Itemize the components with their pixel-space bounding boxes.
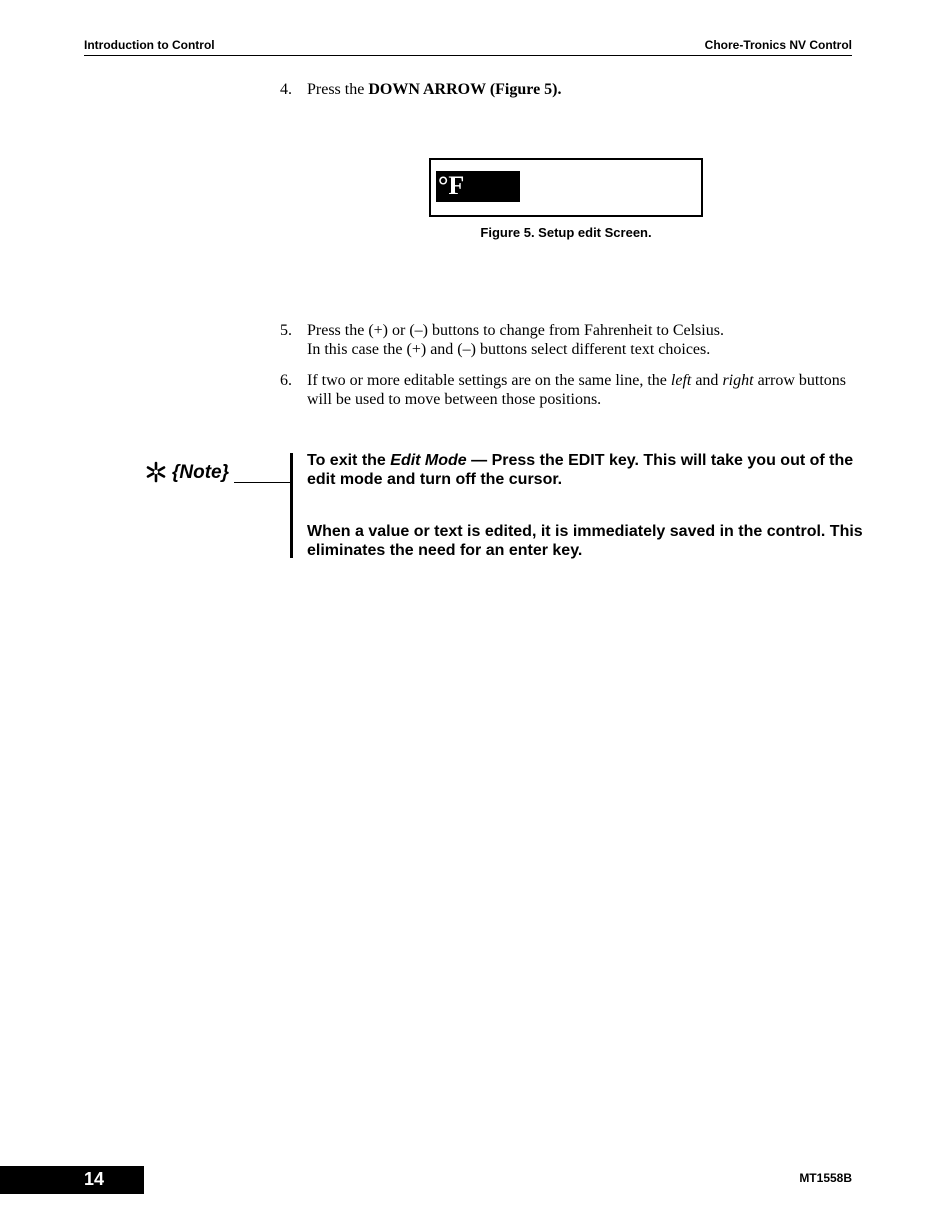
step-text: If two or more editable settings are on the same line, the left and right arrow buttons will be used to move between those positions. bbox=[307, 372, 846, 408]
running-header-right: Chore-Tronics NV Control bbox=[704, 38, 852, 52]
running-header-left: Introduction to Control bbox=[84, 38, 215, 52]
asterisk-icon bbox=[145, 461, 167, 483]
step-text: Press the (+) or (–) buttons to change from Fahrenheit to Celsius. In this case the (+) and (–) buttons select different text choices. bbox=[307, 322, 724, 358]
document-id: MT1558B bbox=[799, 1171, 852, 1185]
step-number: 6. bbox=[280, 372, 292, 389]
note-margin-bar bbox=[290, 453, 293, 558]
step-number: 4. bbox=[280, 81, 292, 98]
figure-caption: Figure 5. Setup edit Screen. bbox=[480, 225, 652, 240]
note-connector-line bbox=[234, 482, 291, 483]
note-label: {Note} bbox=[172, 462, 230, 483]
header-rule bbox=[84, 55, 852, 56]
note-paragraph-exit: To exit the Edit Mode — Press the EDIT key. This will take you out of the edit mode and turn off the cursor. bbox=[307, 452, 854, 488]
page-number-box bbox=[0, 1166, 144, 1194]
note-paragraph-saved: When a value or text is edited, it is immediately saved in the control. This eliminates the need for an enter key. bbox=[307, 523, 863, 559]
step-text: Press the DOWN ARROW (Figure 5). bbox=[307, 81, 562, 98]
page-number: 14 bbox=[83, 1169, 105, 1189]
step-emphasis: DOWN ARROW (Figure 5). bbox=[368, 81, 562, 98]
lcd-cursor-highlight bbox=[436, 171, 520, 202]
lcd-unit-text: °F bbox=[438, 171, 465, 200]
lcd-display-figure bbox=[429, 158, 703, 217]
step-number: 5. bbox=[280, 322, 292, 339]
